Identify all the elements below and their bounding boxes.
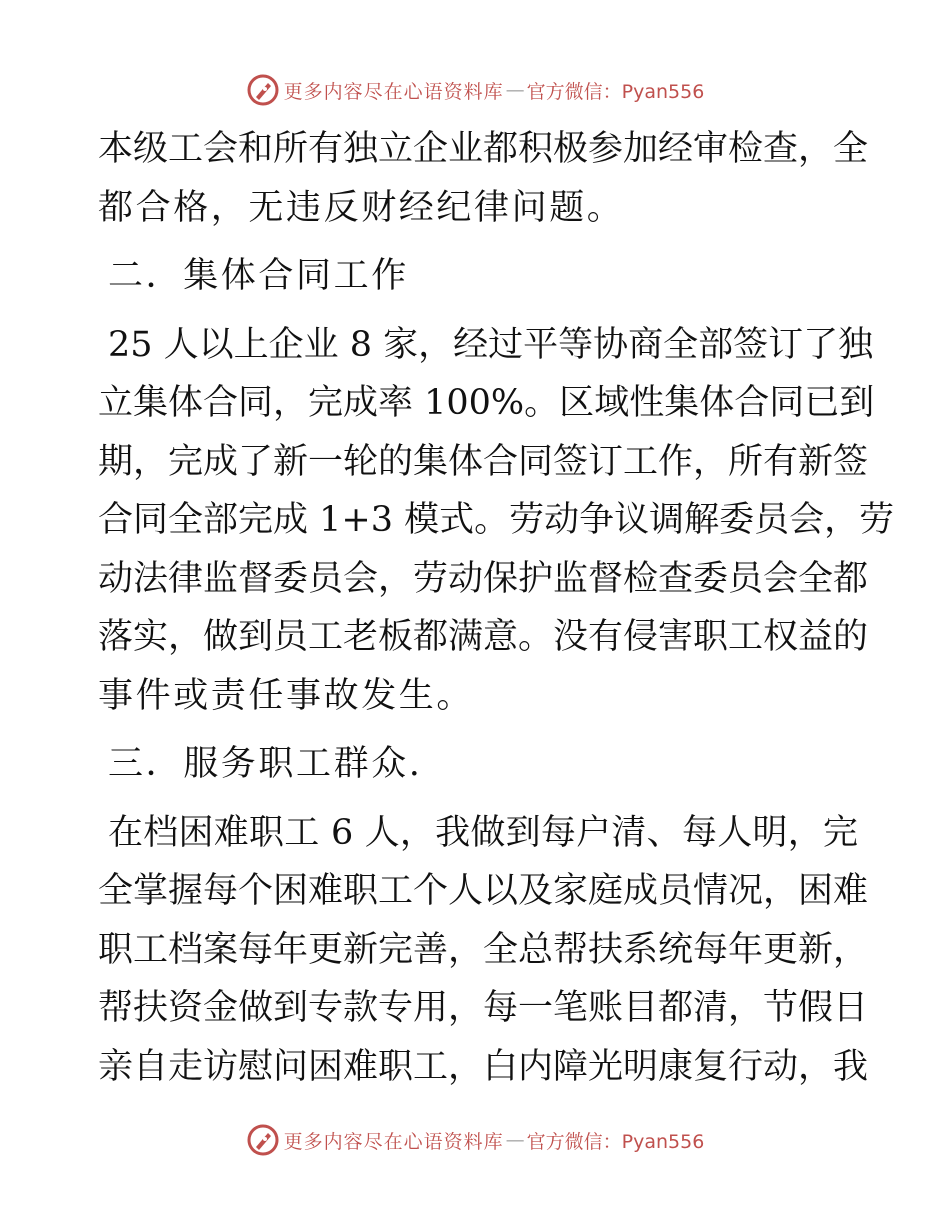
watermark-official-wechat: 官方微信：Pyan556	[526, 80, 705, 103]
paragraph-line: 合同全部完成 1+3 模式。劳动争议调解委员会，劳	[98, 500, 895, 540]
pen-nib-logo-icon	[246, 73, 280, 107]
watermark-official-wechat: 官方微信：Pyan556	[526, 1130, 705, 1153]
paragraph-line: 25 人以上企业 8 家，经过平等协商全部签订了独	[108, 324, 874, 365]
paragraph-line: 动法律监督委员会，劳动保护监督检查委员会全都	[98, 558, 869, 599]
section-heading-serve-workers: 三．服务职工群众.	[108, 744, 423, 784]
paragraph-line: 在档困难职工 6 人，我做到每户清、每人明，完	[108, 812, 858, 853]
paragraph-line: 亲自走访慰问困难职工，白内障光明康复行动，我	[98, 1046, 869, 1087]
document-body	[98, 120, 895, 1096]
section-heading-collective-contract: 二．集体合同工作	[108, 256, 409, 296]
watermark-text: 更多内容尽在心语资料库	[283, 80, 504, 103]
watermark-dash: —	[505, 1129, 525, 1151]
watermark-text: 更多内容尽在心语资料库	[283, 1130, 504, 1153]
paragraph-line: 本级工会和所有独立企业都积极参加经审检查，全	[98, 129, 869, 169]
header-watermark	[0, 70, 950, 110]
paragraph-line: 事件或责任事故发生。	[98, 675, 475, 716]
footer-watermark	[0, 1120, 950, 1160]
pen-nib-logo-icon	[246, 1123, 280, 1157]
paragraph-line: 期，完成了新一轮的集体合同签订工作，所有新签	[98, 441, 869, 482]
paragraph-line: 都合格，无违反财经纪律问题。	[98, 187, 625, 228]
paragraph-line: 落实，做到员工老板都满意。没有侵害职工权益的	[98, 617, 869, 657]
paragraph-line: 全掌握每个困难职工个人以及家庭成员情况，困难	[98, 871, 869, 911]
paragraph-line: 帮扶资金做到专款专用，每一笔账目都清，节假日	[98, 988, 869, 1028]
paragraph-line: 职工档案每年更新完善，全总帮扶系统每年更新，	[98, 929, 869, 970]
paragraph-line: 立集体合同，完成率 100%。区域性集体合同已到	[98, 383, 875, 423]
watermark-dash: —	[505, 79, 525, 101]
